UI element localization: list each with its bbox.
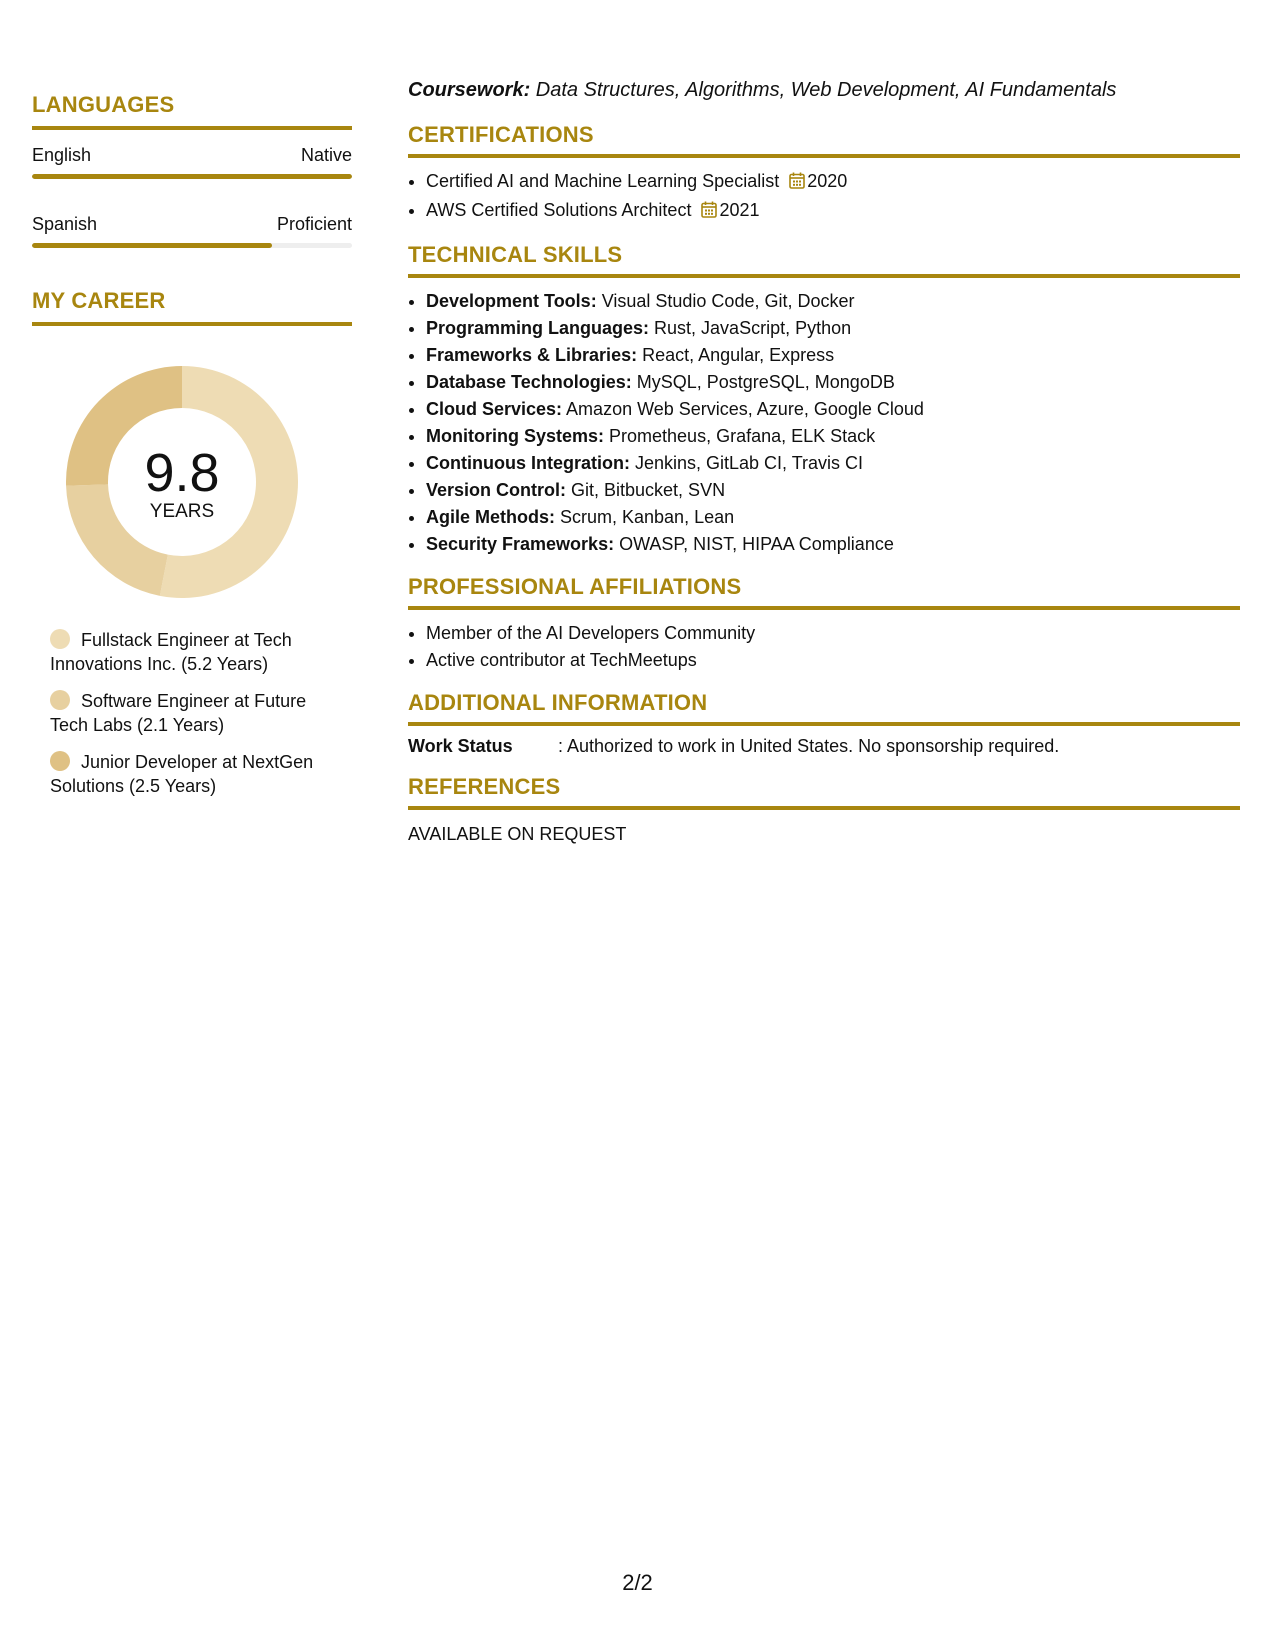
skill-label: Database Technologies:	[426, 372, 632, 392]
skill-item	[426, 504, 1240, 531]
language-name: Spanish	[32, 214, 98, 234]
skill-value: OWASP, NIST, HIPAA Compliance	[614, 534, 894, 554]
additional-info-heading: ADDITIONAL INFORMATION	[408, 690, 1240, 726]
career-legend-item	[50, 750, 340, 798]
language-item	[32, 144, 352, 179]
skill-item	[426, 531, 1240, 558]
work-status-label: Work Status	[408, 736, 513, 756]
skill-value: React, Angular, Express	[637, 345, 835, 365]
skill-value: Rust, JavaScript, Python	[649, 318, 852, 338]
technical-skills-section	[408, 242, 1240, 558]
language-level: Native	[300, 145, 352, 165]
skill-item	[426, 369, 1240, 396]
coursework-line	[408, 78, 1240, 102]
technical-skills-heading: TECHNICAL SKILLS	[408, 242, 1240, 278]
skill-item	[426, 288, 1240, 315]
calendar-icon	[789, 170, 805, 197]
certifications-list	[408, 168, 1240, 226]
skill-value: Scrum, Kanban, Lean	[555, 507, 735, 527]
left-column	[32, 92, 352, 811]
calendar-icon	[701, 199, 717, 226]
skill-label: Version Control:	[426, 480, 567, 500]
affiliations-list	[408, 620, 1240, 674]
skill-item	[426, 477, 1240, 504]
language-proficiency-fill	[32, 243, 272, 248]
language-level: Proficient	[276, 214, 352, 234]
coursework-text: Data Structures, Algorithms, Web Development, AI Fundamentals	[530, 79, 1117, 101]
coursework-label: Coursework:	[408, 79, 531, 101]
work-status-row	[408, 734, 1240, 758]
skill-label: Development Tools:	[426, 291, 597, 311]
certification-item	[426, 197, 1240, 226]
skill-item	[426, 450, 1240, 477]
career-total-unit: YEARS	[149, 501, 215, 522]
skill-label: Cloud Services:	[426, 399, 563, 419]
skill-label: Security Frameworks:	[426, 534, 615, 554]
language-proficiency-bar	[32, 243, 352, 248]
languages-section	[32, 92, 352, 248]
certification-year: 2021	[719, 200, 760, 220]
references-section	[408, 774, 1240, 846]
career-role: Junior Developer at NextGen Solutions (2.5 Years)	[50, 752, 314, 796]
legend-dot	[50, 751, 70, 771]
career-legend-item	[50, 628, 340, 676]
languages-list	[32, 144, 352, 248]
certifications-section	[408, 122, 1240, 226]
skill-label: Frameworks & Libraries:	[426, 345, 638, 365]
language-item	[32, 213, 352, 248]
affiliation-item: • Active contributor at TechMeetups	[426, 647, 1240, 674]
career-total-value: 9.8	[144, 443, 220, 503]
skill-value: Prometheus, Grafana, ELK Stack	[604, 426, 876, 446]
skill-value: Visual Studio Code, Git, Docker	[596, 291, 855, 311]
right-column	[408, 78, 1240, 862]
skill-item	[426, 423, 1240, 450]
skill-item	[426, 315, 1240, 342]
skill-label: Continuous Integration:	[426, 453, 630, 473]
career-legend-item	[50, 689, 340, 737]
additional-info-section	[408, 690, 1240, 758]
career-donut-chart	[66, 366, 298, 598]
career-role: Fullstack Engineer at Tech Innovations Inc. (5.2 Years)	[50, 630, 292, 674]
skill-label: Monitoring Systems:	[426, 426, 605, 446]
skill-value: Git, Bitbucket, SVN	[566, 480, 726, 500]
career-role: Software Engineer at Future Tech Labs (2.1 Years)	[50, 691, 307, 735]
certification-year: 2020	[807, 171, 848, 191]
skill-label: Agile Methods:	[426, 507, 555, 527]
career-legend	[50, 628, 340, 798]
references-heading: REFERENCES	[408, 774, 1240, 810]
language-proficiency-fill	[32, 174, 352, 179]
legend-dot	[50, 629, 70, 649]
certification-name: AWS Certified Solutions Architect	[426, 200, 692, 220]
language-proficiency-bar	[32, 174, 352, 179]
skill-value: Amazon Web Services, Azure, Google Cloud	[562, 399, 924, 419]
skill-value: MySQL, PostgreSQL, MongoDB	[631, 372, 895, 392]
affiliations-section	[408, 574, 1240, 674]
skill-label: Programming Languages:	[426, 318, 650, 338]
skill-item	[426, 342, 1240, 369]
technical-skills-list	[408, 288, 1240, 558]
page-number: 2/2	[622, 1570, 653, 1595]
skill-item	[426, 396, 1240, 423]
affiliation-item: • Member of the AI Developers Community	[426, 620, 1240, 647]
affiliations-heading: PROFESSIONAL AFFILIATIONS	[408, 574, 1240, 610]
legend-dot	[50, 690, 70, 710]
certification-name: Certified AI and Machine Learning Specialist	[426, 171, 780, 191]
skill-value: Jenkins, GitLab CI, Travis CI	[629, 453, 864, 473]
career-heading: MY CAREER	[32, 288, 352, 326]
languages-heading: LANGUAGES	[32, 92, 352, 130]
certifications-heading: CERTIFICATIONS	[408, 122, 1240, 158]
work-status-value: : Authorized to work in United States. No sponsorship required.	[558, 736, 1060, 756]
certification-item	[426, 168, 1240, 197]
language-name: English	[32, 145, 92, 165]
career-section	[32, 288, 352, 798]
references-text: AVAILABLE ON REQUEST	[408, 824, 627, 844]
